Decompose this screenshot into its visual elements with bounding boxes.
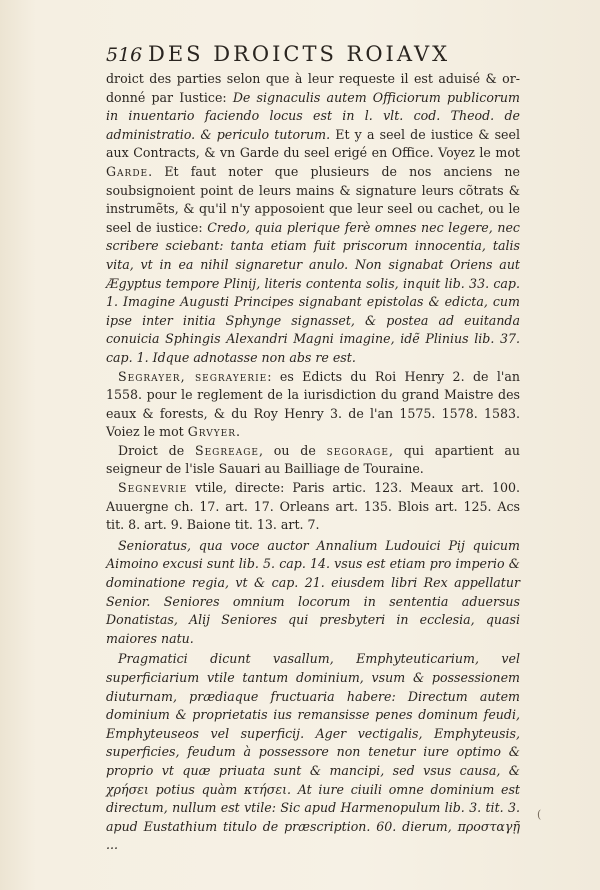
- latin-text: Senioratus, qua voce auctor Annalium Ludouici Pij quicum Aimoino excusi sunt lib. 5. cap. 14. vsus est etiam pro imperio & dominatione regia, vt & cap. 21. eiusdem libri Rex appellatur Senior. Seniores omnium locorum in sententia aduersus Donatistas, Alij Seniores qui presbyteri in ecclesia, quasi maiores natu.: [106, 537, 520, 646]
- entry-headword: Segrayer, segrayerie: [118, 368, 268, 384]
- entry-headword: Segreage: [194, 442, 259, 458]
- entry-segrayer: [106, 368, 520, 442]
- latin-paragraph: [106, 650, 520, 855]
- latin-text: Pragmatici dicunt vasallum, Emphyteuticarium, vel superficiarium vtile tantum dominium, vsum & possessionem diuturnam, prædiaque fructuaria habere: Directum autem dominium & proprietatis ius remansisse penes dominum feudi, Emphyteuseos vel superficij. Ager vectigalis, Emphyteusis, superficies, feudum à possessore non tenetur iure optimo & proprio vt quæ priuata sunt & mancipi, sed vsus causa, & χρήσει potius quàm κτήσει. At iure ciuili omne dominium est directum, nullum est vtile: Sic apud Harmenopulum lib. 3. tit. 3. apud Eustathium titulo de præscription. 60. dierum, προσταγῇ ...: [106, 651, 520, 853]
- running-head: DES DROICTS ROIAVX: [148, 42, 451, 66]
- entry-segneurie: [106, 479, 520, 535]
- entry-headword: Segnevrie: [118, 480, 188, 496]
- entry-segreage: [106, 442, 520, 479]
- text-run: droict des parties selon que à leur requeste il est aduisé & or-donné par Iustice:: [106, 71, 520, 105]
- body-text: [106, 70, 520, 855]
- cross-reference: Garde: [106, 163, 149, 179]
- text-run: , ou de: [258, 442, 327, 458]
- text-run: vtile, directe: Paris artic. 123. Meaux art. 100. Auuergne ch. 17. art. 17. Orleans art. 135. Blois art. 125. Acs tit. 8. art. 9. Baione tit. 13. art. 7.: [106, 480, 520, 533]
- page-header: [106, 38, 516, 72]
- text-run: : es Edicts du Roi Henry 2. de l'an 1558. pour le reglement de la iurisdiction du grand Maistre des eaux & forests, & du Roy Henry 3. de l'an 1575. 1578. 1583. Voiez le mot: [106, 368, 520, 440]
- latin-paragraph: [106, 537, 520, 649]
- text-run: Droict de: [118, 442, 195, 458]
- page-number: 516: [106, 44, 143, 66]
- paragraph: [106, 70, 520, 368]
- text-run: .: [236, 424, 241, 440]
- cross-reference: Grvyer: [187, 424, 237, 440]
- entry-headword: segorage: [326, 442, 389, 458]
- margin-mark: (: [537, 808, 542, 821]
- latin-quote: Credo, quia plerique ferè omnes nec legere, nec scribere sciebant: tanta etiam fuit priscorum innocentia, talis vita, vt in ea nihil signaretur anulo. Non signabat Oriens aut Ægyptus tempore Plinij, literis contenta solis, inquit lib. 33. cap. 1. Imagine Augusti Principes signabant epistolas & edicta, cum ipse inter initia Sphynge signasset, & postea ad euitanda conuicia Sphingis Alexandri Magni imagine, idẽ Plinius lib. 37. cap. 1. Idque adnotasse non abs re est.: [106, 219, 520, 365]
- text-run: Et y a seel de iustice & seel aux Contracts, & vn Garde du seel erigé en Office. Voyez le mot: [106, 126, 520, 161]
- text-run: , qui apartient au seigneur de l'isle Sauari au Bailliage de Touraine.: [106, 442, 520, 477]
- text-run: . Et faut noter que plusieurs de nos anciens ne soubsignoient point de leurs mains & signature leurs cõtrats & instrumẽts, & qu'il n'y apposoient que leur seel ou cachet, ou le seel de iustice:: [106, 163, 520, 235]
- latin-quote: De signaculis autem Officiorum publicorum in inuentario faciendo locus est in l. vlt. cod. Theod. de administratio. & periculo tutorum.: [106, 89, 520, 142]
